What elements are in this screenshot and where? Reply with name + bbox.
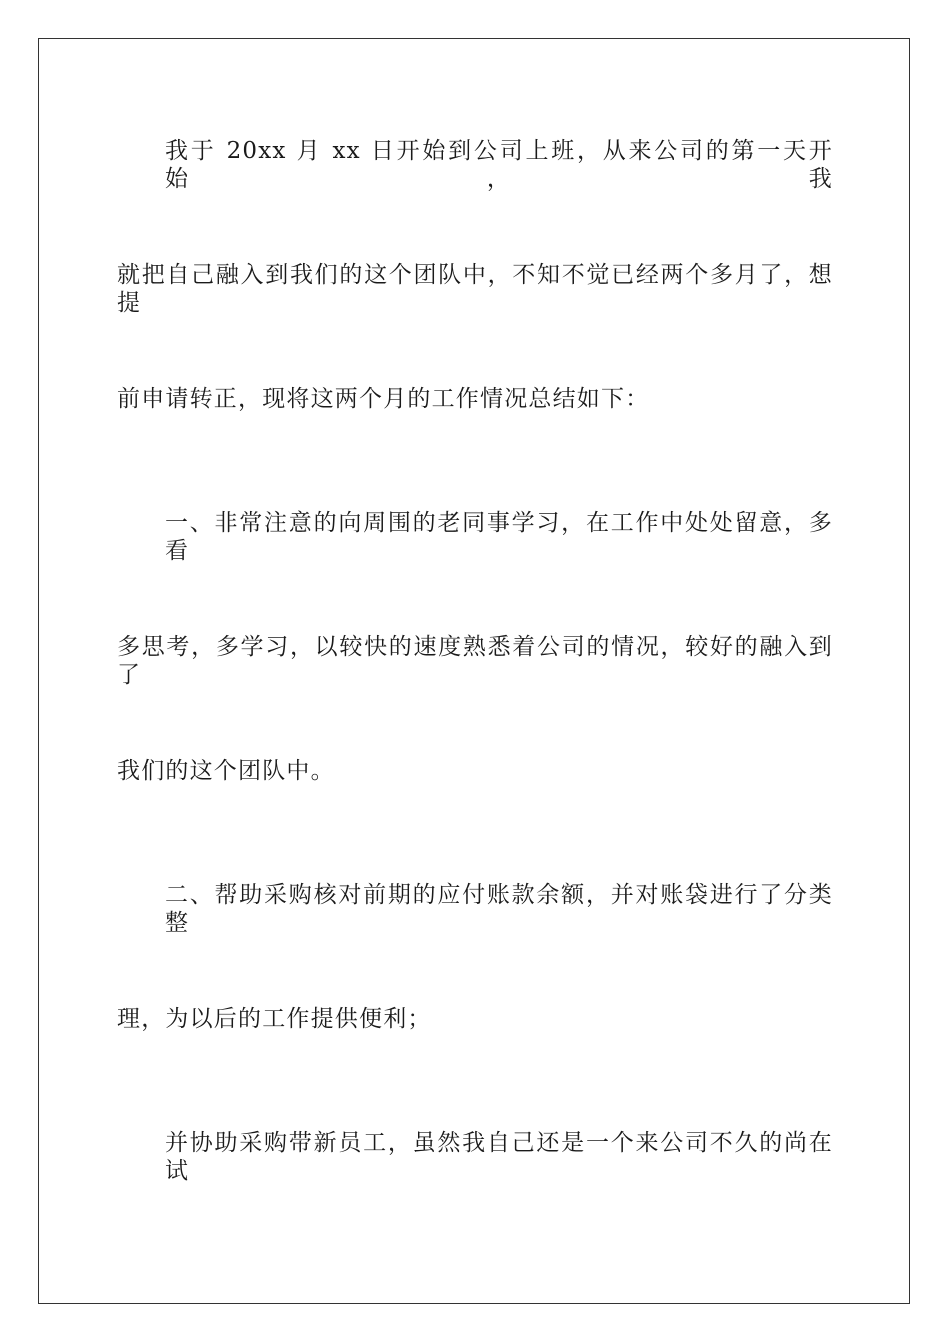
body-line-8: 理，为以后的工作提供便利； xyxy=(117,1006,432,1032)
body-line-2: 就把自己融入到我们的这个团队中，不知不觉已经两个多月了，想提 xyxy=(117,262,833,316)
body-line-1: 我于 20xx 月 xx 日开始到公司上班，从来公司的第一天开始，我 xyxy=(165,138,833,192)
body-line-5: 多思考，多学习，以较快的速度熟悉着公司的情况，较好的融入到了 xyxy=(117,634,833,688)
page-border xyxy=(38,38,910,1304)
body-line-3: 前申请转正，现将这两个月的工作情况总结如下： xyxy=(117,386,650,412)
body-line-7: 二、帮助采购核对前期的应付账款余额，并对账袋进行了分类整 xyxy=(165,882,833,936)
body-line-4: 一、非常注意的向周围的老同事学习，在工作中处处留意，多看 xyxy=(165,510,833,564)
body-line-9: 并协助采购带新员工，虽然我自己还是一个来公司不久的尚在试 xyxy=(165,1130,833,1184)
body-line-6: 我们的这个团队中。 xyxy=(117,758,335,784)
